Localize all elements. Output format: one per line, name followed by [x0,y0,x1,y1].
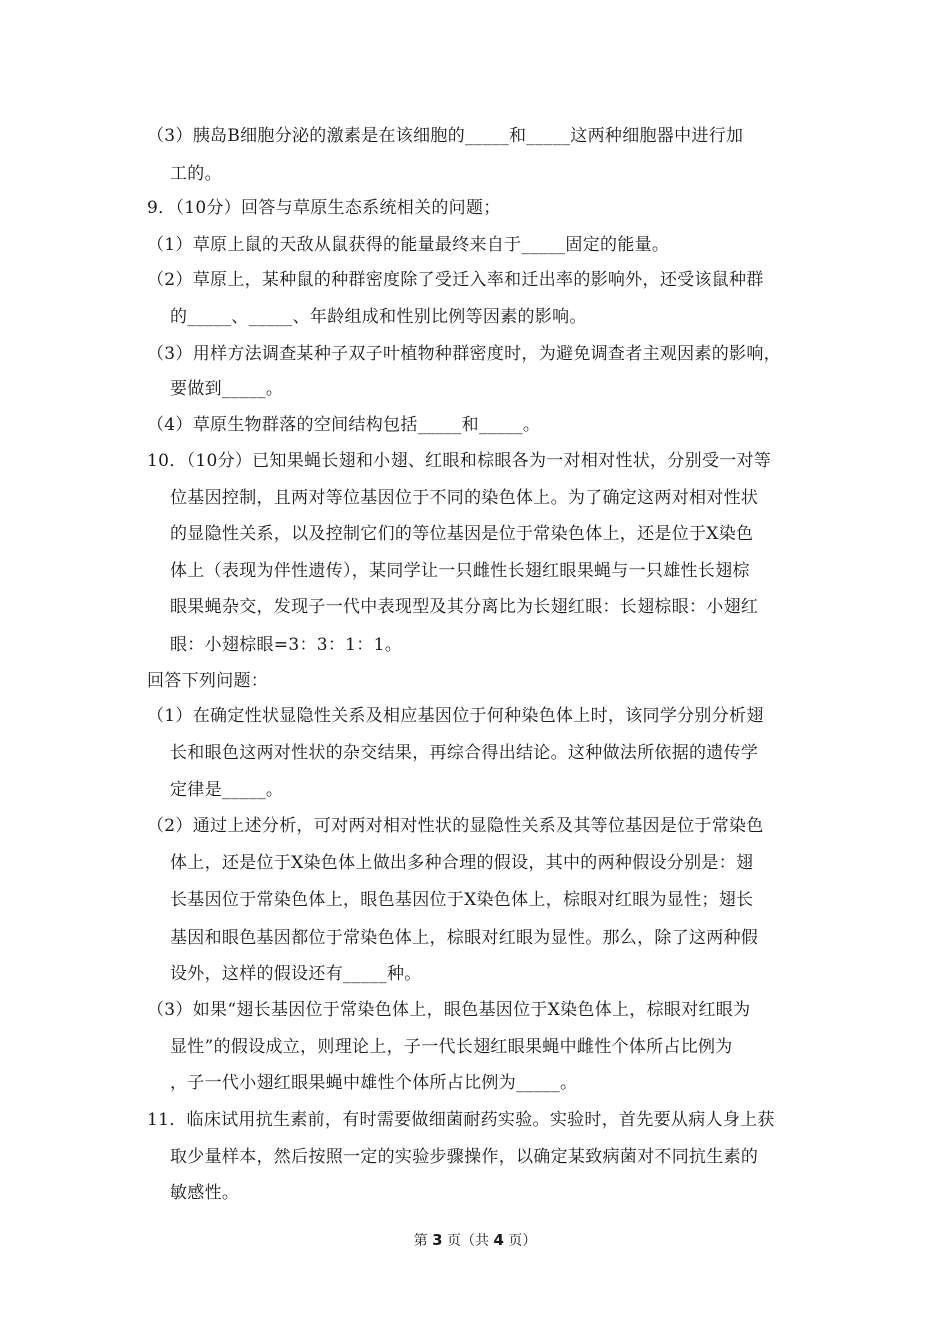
q9-4: （4）草原生物群落的空间结构包括_____和_____。 [147,415,541,435]
footer-prefix: 第 [413,1233,428,1249]
q10-1-line-1: （1）在确定性状显隐性关系及相应基因位于何种染色体上时，该同学分别分析翅 [147,706,764,726]
q10-2-line-2: 体上，还是位于X染色体上做出多种合理的假设，其中的两种假设分别是：翅 [170,853,754,873]
page-footer [0,1230,950,1251]
q10-3-line-3: ，子一代小翅红眼果蝇中雄性个体所占比例为_____。 [170,1073,578,1093]
q10-3-line-1: （3）如果“翅长基因位于常染色体上，眼色基因位于X染色体上，棕眼对红眼为 [147,1000,751,1020]
q10-3-line-2: 显性”的假设成立，则理论上，子一代长翅红眼果蝇中雌性个体所占比例为 [170,1037,733,1057]
q10-stem-line-5: 眼果蝇杂交，发现子一代中表现型及其分离比为长翅红眼：长翅棕眼：小翅红 [170,597,759,617]
q10-2-line-5: 设外，这样的假设还有_____种。 [170,964,422,984]
q9-3-line-1: （3）用样方法调查某种子双子叶植物种群密度时，为避免调查者主观因素的影响， [147,344,781,364]
q10-2-line-1: （2）通过上述分析，可对两对相对性状的显隐性关系及其等位基因是位于常染色 [147,816,764,836]
q9-1: （1）草原上鼠的天敌从鼠获得的能量最终来自于_____固定的能量。 [147,235,670,255]
q10-2-line-4: 基因和眼色基因都位于常染色体上，棕眼对红眼为显性。那么，除了这两种假 [170,928,759,948]
q9-2-line-1: （2）草原上，某种鼠的种群密度除了受迁入率和迁出率的影响外，还受该鼠种群 [147,270,764,290]
q10-stem-line-6: 眼：小翅棕眼=3：3：1：1。 [170,635,403,655]
q10-2-line-3: 长基因位于常染色体上，眼色基因位于X染色体上，棕眼对红眼为显性；翅长 [170,890,754,910]
footer-current-page: 3 [432,1231,443,1249]
q10-1-line-2: 长和眼色这两对性状的杂交结果，再综合得出结论。这种做法所依据的遗传学 [170,743,759,763]
footer-middle: 页（共 [447,1233,489,1249]
q10-stem-line-4: 体上（表现为伴性遗传），某同学让一只雌性长翅红眼果蝇与一只雄性长翅棕 [170,561,750,581]
q8-3-line-2: 工的。 [170,164,222,184]
q10-stem-line-2: 位基因控制，且两对等位基因位于不同的染色体上。为了确定这两对相对性状 [170,488,759,508]
q10-prompt: 回答下列问题： [147,671,269,691]
q10-1-line-3: 定律是_____。 [170,780,284,800]
q9-2-line-2: 的_____、_____、年龄组成和性别比例等因素的影响。 [170,307,587,327]
footer-suffix: 页） [508,1233,537,1249]
q8-3-line-1: （3）胰岛B细胞分泌的激素是在该细胞的_____和_____这两种细胞器中进行加 [147,126,744,146]
q9-stem: 9．（10分）回答与草原生态系统相关的问题； [147,198,501,218]
q11-stem-line-1: 11．临床试用抗生素前，有时需要做细菌耐药实验。实验时，首先要从病人身上获 [147,1110,775,1130]
footer-total-pages: 4 [493,1231,504,1249]
q10-stem-line-1: 10．（10分）已知果蝇长翅和小翅、红眼和棕眼各为一对相对性状，分别受一对等 [147,451,772,471]
q11-stem-line-2: 取少量样本，然后按照一定的实验步骤操作，以确定某致病菌对不同抗生素的 [170,1147,759,1167]
q10-stem-line-3: 的显隐性关系，以及控制它们的等位基因是位于常染色体上，还是位于X染色 [170,524,754,544]
q9-3-line-2: 要做到_____。 [170,379,284,399]
q11-stem-line-3: 敏感性。 [170,1183,240,1203]
